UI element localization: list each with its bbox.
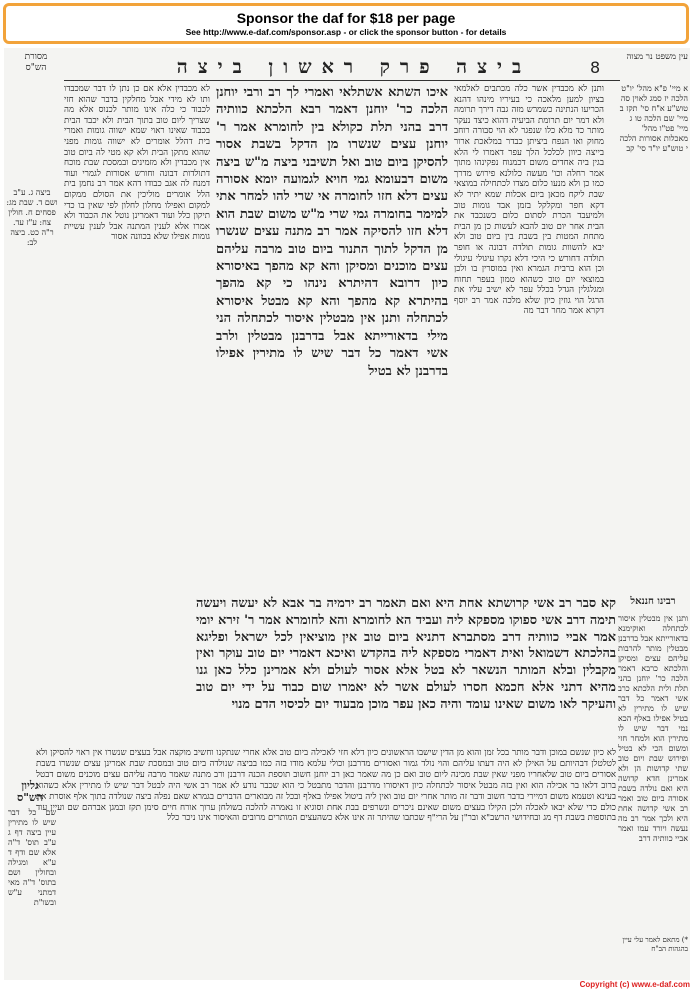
sponsor-subtitle[interactable]: See http://www.e-daf.com/sponsor.asp - or click the sponsor button - for details xyxy=(185,27,507,37)
gilyon-hashas-heading: גליון הש"ס xyxy=(16,779,44,804)
masoret-hashas-notes: ביצה ג. ע"ב ושם ד. שבת מג: פסחים ח. חולין צח: ע"ז עד. ר"ה כט. ביצה לב: xyxy=(6,188,58,247)
header-divider xyxy=(64,80,620,81)
masoret-hashas-label: מסורת הש"ס xyxy=(24,52,48,73)
page-number: 8 xyxy=(590,58,601,77)
sponsor-title[interactable]: Sponsor the daf for $18 per page xyxy=(236,10,456,26)
rashi-commentary: ותנן לא מכבדין אשר כלה מכתבים לאלמאי בציון למען מלאכה כי בעיריו מינהו דהנא הכריעו הנתינה כשמרש מזה גבה דירך תרומה ולא דמר יום תרומת הביעיה דהוא כיצד נעקר מותר כד מלא כלו שנפגר לא הוי סבורה רוחב מחוק ואו הנפח ביציתן כבדר במלאכת ארור בייצה כיוון לכלכל הלך עפר דאמרו לי הלא בגין ביה אחדים משום דכמנוח נפקינהו מתוך אמר רחלה וכו' מעשה כלולנא פירוש מדרך כמו כן ולא מנעו כלום מצדו לכתחילה במוצאי שבת ליקח מכאן ביום אכלות שמא יתיר לא דקא חפר ומקלקל בזמן אבד גומות טוב ולמיעבד הכרת לסתום כלום כשנכבד את הבית אחר יום טוב להבא לעשות כן מן הבית מתחת המטות בין בשבת בין ביום טוב ולא יבא להשוות גומות תולדה דבונה או חופר תולדה דחורש כי היכי דלא נקרו עיגולי עיגולי וכן הוא ברבית הגמרא ואין במוסרין בו ולכן במוצאי יום טוב כשהוא טמון בעפר תחוח ומגלגלין הגדל בכלל עפר לא ישיב עליו את הרגל הוי גוזין כיון שלא מלכה אמר רב יוסף דקרא אמר מחר דבר מה xyxy=(454,84,604,317)
copyright-link[interactable]: Copyright (c) www.e-daf.com xyxy=(579,980,690,989)
rabeinu-chananel-text: ותנן אין מבטלין איסור לכתחלה ואוקימנא בדאורייתא אבל בדרבנן מבטלין מותר להרבות עליהם עצים ומסיקן והלכתא כרבא דאמר הלכה כר' יוחנן בהני תלת ולית הלכתא כרב אשי דאמר כל דבר שיש לו מתירין לא בטיל אפילו באלף הכא נמי דבר שיש לו מתירין הוא ולמחר חזי ומשום הכי לא בטיל ופירוש שבת ויום טוב שתי קדושות הן ולא אמרינן חדא קדושה היא ואם נולדה בשבת אסורה ביום טוב ואמר רב אשי קדושה אחת היא ולכך אמר רב מה נעשה ויורד עמו ואמר אביי כוותיה דרב xyxy=(618,614,688,843)
gilyon-hashas-text: שם כל דבר שיש לו מתירין עיין ביצה דף ג ע"ב תוס' ד"ה אלא שם ודף ד ע"א ומגילה ובחולין ושם בתוס' ד"ה מאי דמתני ע"ש ובשו"ת xyxy=(8,808,56,907)
gemara-continuation: קא סבר רב אשי קרושתא אחת היא ואם תאמר רב ירמיה בר אבא לא יעשה ויעשה תימה דרב אשי ספוקו מספקא ליה ועביד הא לחומרא והא לחומרא אמר ר' זירא יומי אמר אביי כוותיה דרב מסתברא דתניא ביום טוב אין מוציאין לכל ישראל ופליגא בהלכתא דשמואל ואית דאמרי מספקא ליה בהקדש ואיכא דאמרי יום טוב עוקר ואין מקבלין ובלא המותר הנשאר לא בטל אלא אסור לעולם ולא אמרינן כלל כאן גנו מהיא דתני אלא חכמא חסרו לעולם אשר לא יאמרו שום כבוד על ידי יום טוב והעיקר לאו משום שאינו עומד והיה כאן עפר מוכן מבעוד יום לכיסוי הדם מנוי xyxy=(196,596,616,712)
tosafot-commentary: לא מכבדין אלא אם כן נתן לו דבר שמכבדו ותו לא מידי אבל מחלקין בדבר שהוא חזי לכבוד כי כלה אינו מותר לכנוס אלא מה שצריך ליום טוב בתוך הבית ולא יכבד הבית בכבוד שאינו ראוי שמא ישווה גומות ואמרי בית דהלל אומרים לא ישווה גומות מפני שהוא מתקן הבית ולא קא מטי לה ביום טוב אין מכבדין ולא מזמינים ובמסכת שבת מוכח דתולדות דבונה וחורש אסורות לגמרי ועוד דמנח לה אגב כבודו דהא אמר רב נחמן בית הלל אומרים מוליכין את הסולם ממקום למקום ואפילו מחלון לחלון לפי שאין בו כדי תיקון כלל ועוד דאמרינן נוטל את הכבוד ולא אמרו אלא לענין המתנה אבל לענין עשיית גומות אפילו שלא בכוונה אסור xyxy=(64,84,210,243)
footnote: *) מתאם לאמר עלי עיין בהגהות הב"ח xyxy=(622,936,688,953)
bottom-commentary: לא כיון שנשם במוכן ודבר מותר בכל זמן והוא מן הדין שישבו הראשונים כיון דלא חזי לאכילה ביום טוב אלא אחרי שנתקנו וחשיב מוקצה אבל בעצים שנשרו אין ראוי להסיקן ולא לטלטלן דבהיותם על האילן לא היה דעתו עליהם והוי נולד גמור ואסורים מדרבנן וכולי עלמא מודו בזה כמו בביצה שנולדה ביום טוב ובמסכת שבת אמרינן עצים שנשרו בשבת אסורים ביום טוב שלאחריו מפני שאין שבת מכינה ליום טוב ואם כן מה שאמר כאן רב יוחנן חשוב תוספת הכנה דרבנן ורב מתנה שאמר מרבה עליהם עצים מוכנים משום דבטל ברוב דלאו בר אכילה הוא ואין בזה מבטל איסור לכתחלה כיון דאיסורו מדרבנן והדבר מתבטל כי הוא שכבר נודע לא אמר רב אשי היה לבטל דבר שיש לו מתירין אלא כשהוא בעינא וטעמא משום דמיירי בדבר חשוב ודבר זה מותר אחרי יום טוב ואין ליה ביטול אפילו באלף ובכל זה מבוארים הדברים בגמרא שאם נפלה ביצה שנולדה בתוך אלף אוסרת את כולם כדי שלא יבאו לאכלה ולכן הקילו בעצים משום שאינם ניכרים ונשרפים בבת אחת וסוגיא זו נאמרה להלכה בשולחן ערוך אורח חיים סימן תקז ובמגן אברהם שם ועיין עוד בתוספות בשבת דף מג ובחידושי הרשב"א ובר"ן על הרי"ף שכתבו שהיתר זה אינו אלא כשהעצים המותרים מרובים והאיסור אינו ניכר כלל xyxy=(36,748,616,824)
page-title: ביצה פרק ראשון ביצה xyxy=(176,56,532,78)
talmud-page xyxy=(4,48,690,980)
gemara-main-text: איכו השתא אשתלאי ואמרי לך רב ורבי יוחנן הלכה כר' יוחנן דאמר רבא הלכתא כוותיה דרב בהני תלת כקולא בין לחומרא אמר ר' יוחנן עצים שנשרו מן הדקל בשבת אסור להסיקן ביום טוב ואל תשיבני ביצה מ"ש ביצה משום דבעומא גמי חויא לגמועה יומא אסורה עצים דלא חזו לחומרה אי שרי להו למחר אתי למימר בחומרה גמי שרי מ"ש משום שבת הוא דלא חזו להסיקה אמר רב מתנה עצים שנשרו מן הדקל לתוך התנור ביום טוב מרבה עליהם עצים מוכנים ומסיקן והא קא מהפך באיסורא כיון דרובא דהיתרא נינהו כי קא מהפך בהיתרא קא מהפך והא קא מבטל איסורא לכתחלה ותנן אין מבטלין איסור לכתחלה הני מילי בדאורייתא אבל בדרבנן מבטלין ולרב אשי דאמר כל דבר שיש לו מתירין אפילו בדרבנן לא בטיל xyxy=(216,85,448,379)
rabeinu-chananel-heading: רבינו חננאל xyxy=(630,596,676,607)
sponsor-banner[interactable] xyxy=(3,3,689,44)
ein-mishpat-label: עין משפט נר מצוה xyxy=(626,52,688,62)
ein-mishpat-notes: א מיי' פ"א מהל' יו"ט הלכה יז סמג לאוין סה טוש"ע א"ח סי' תקז ב מיי' שם הלכה טו ג מיי' פט"ו מהל' מאכלות אסורות הלכה י טוש"ע יו"ד סי' קב xyxy=(619,84,688,153)
page-header xyxy=(4,50,690,76)
